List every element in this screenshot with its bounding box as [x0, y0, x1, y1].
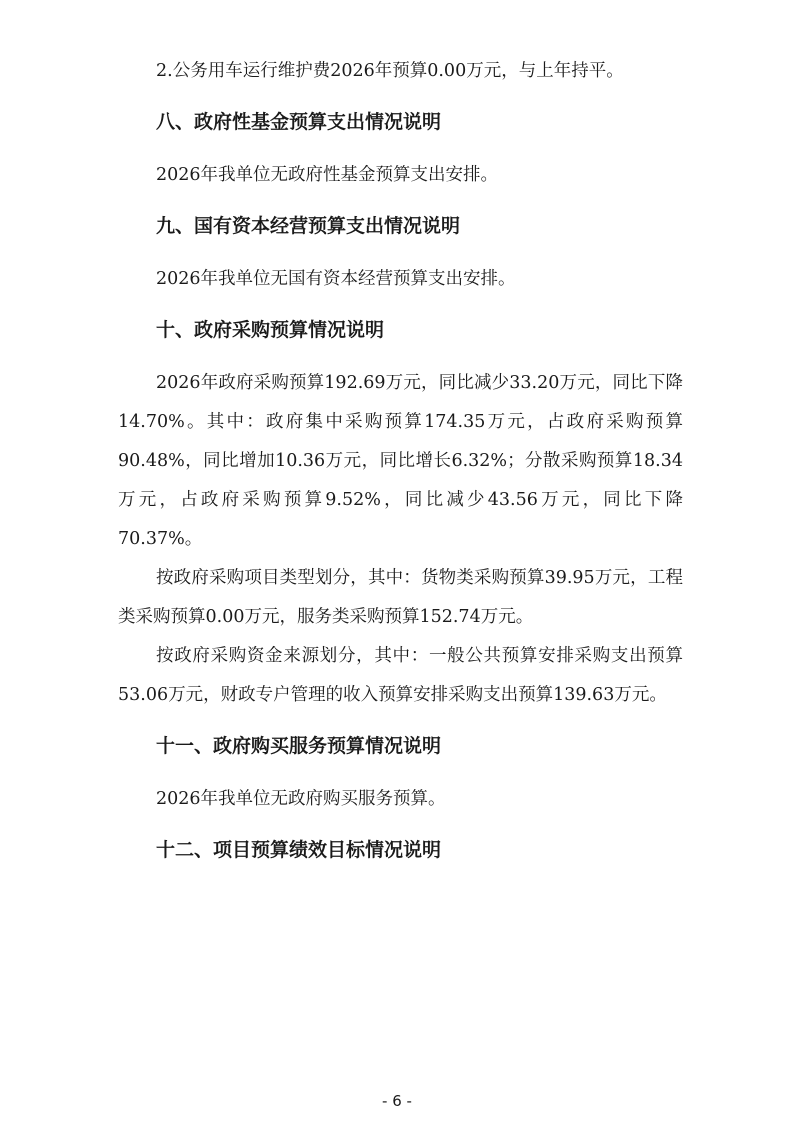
heading-performance-targets: 十二、项目预算绩效目标情况说明: [156, 839, 442, 861]
heading-procurement: 十、政府采购预算情况说明: [156, 319, 385, 341]
document-body: [118, 52, 683, 884]
heading-state-capital: 九、国有资本经营预算支出情况说明: [156, 215, 461, 237]
heading-purchase-services: 十一、政府购买服务预算情况说明: [156, 735, 442, 757]
paragraph-purchase-services: 2026年我单位无政府购买服务预算。: [156, 789, 446, 809]
paragraph-procurement-overview: 2026年政府采购预算192.69万元，同比减少33.20万元，同比下降14.70%。其中：政府集中采购预算174.35万元，占政府采购预算90.48%，同比增加10.36万元，同比增长6.32%；分散采购预算18.34万元，占政府采购预算9.52%，同比减少43.56万元，同比下降70.37%。: [118, 373, 683, 549]
paragraph-procurement-by-source: 按政府采购资金来源划分，其中：一般公共预算安排采购支出预算53.06万元，财政专户管理的收入预算安排采购支出预算139.63万元。: [118, 646, 683, 705]
page-number: - 6 -: [382, 1092, 412, 1110]
paragraph-state-capital: 2026年我单位无国有资本经营预算支出安排。: [156, 269, 516, 289]
heading-government-fund: 八、政府性基金预算支出情况说明: [156, 111, 442, 133]
paragraph-procurement-by-type: 按政府采购项目类型划分，其中：货物类采购预算39.95万元，工程类采购预算0.00万元，服务类采购预算152.74万元。: [118, 568, 683, 627]
paragraph-vehicle-maintenance: 2.公务用车运行维护费2026年预算0.00万元，与上年持平。: [156, 61, 624, 81]
paragraph-government-fund: 2026年我单位无政府性基金预算支出安排。: [156, 165, 499, 185]
